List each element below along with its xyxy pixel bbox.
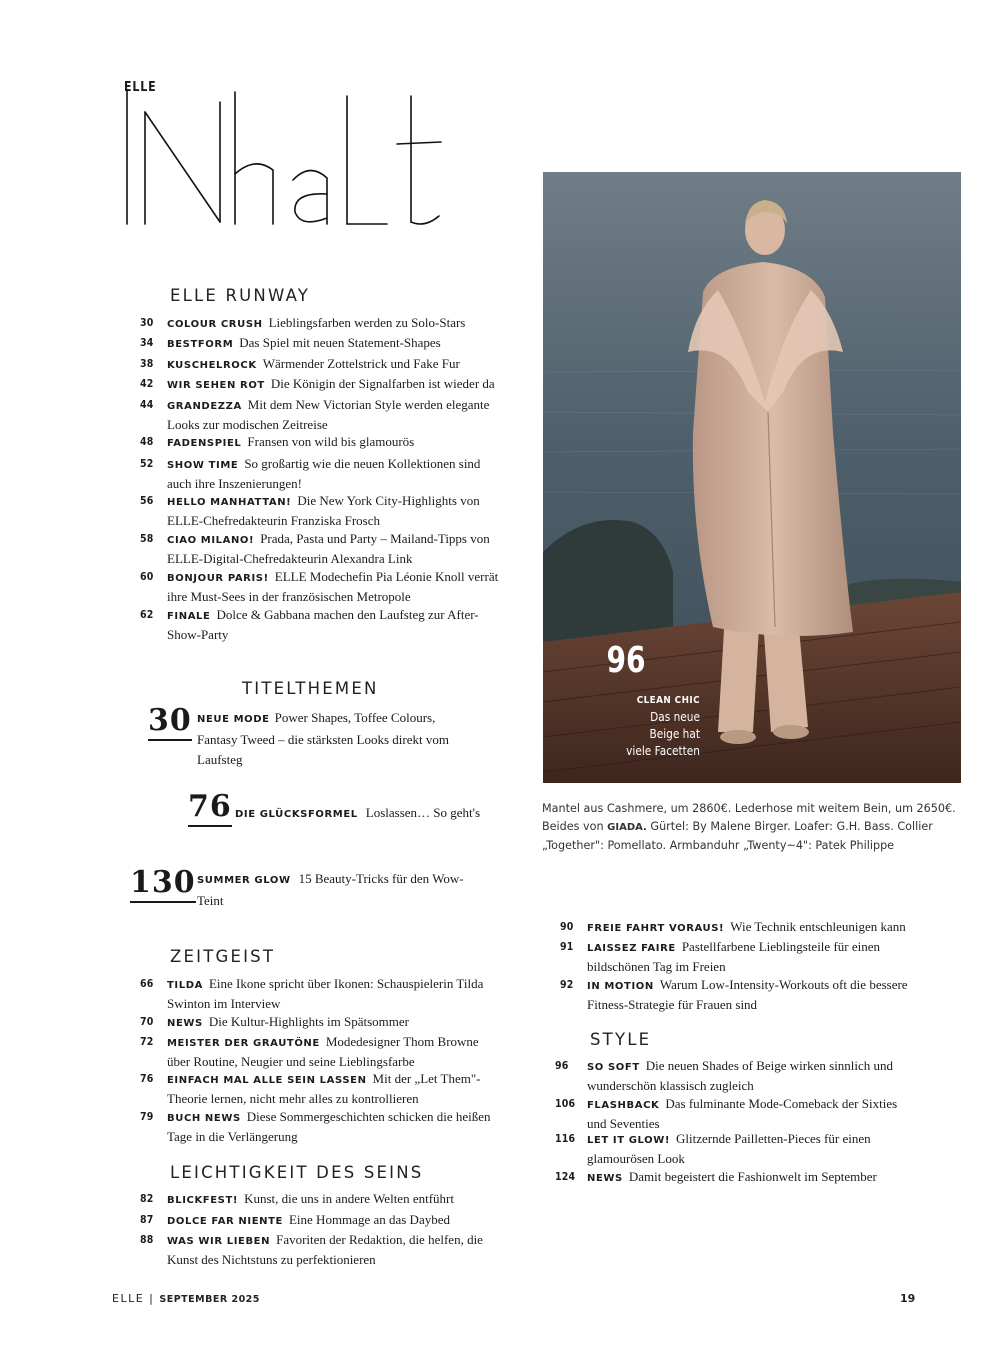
credit-text: Mantel aus Cashmere, um 2860€. Lederhose mit weitem Bein, um 2650€. Beides von <box>542 802 956 833</box>
toc-entry-text <box>167 396 502 434</box>
footer-brand: ELLE <box>112 1292 145 1305</box>
toc-keyword: IN MOTION <box>587 981 654 992</box>
title-description: Power Shapes, Toffee Colours, Fantasy Tweed – die stärksten Looks direkt vom Laufsteg <box>197 710 449 767</box>
toc-page-number: 62 <box>140 609 154 621</box>
title-entry-text <box>197 869 477 911</box>
toc-keyword: GRANDEZZA <box>167 401 242 412</box>
toc-description: Mit der „Let Them"-Theorie lernen, nicht mehr alles zu kontrollieren <box>167 1071 481 1106</box>
credit-text: Gürtel: By Malene Birger. Loafer: G.H. Bass. Collier „Together": Pomellato. Armbanduhr „Twenty~4": Patek Philippe <box>542 820 933 852</box>
toc-description: Damit begeistert die Fashionwelt im September <box>628 1169 877 1184</box>
toc-entry-text <box>167 433 502 453</box>
section-heading-zeitgeist: ZEITGEIST <box>170 947 276 966</box>
toc-page-number: 90 <box>560 921 574 933</box>
toc-entry-text <box>167 375 502 395</box>
toc-description: Das fulminante Mode-Comeback der Sixties und Seventies <box>587 1096 898 1131</box>
photo-caption <box>577 692 700 760</box>
toc-page-number: 79 <box>140 1111 154 1123</box>
page-number: 19 <box>900 1292 916 1305</box>
toc-entry-text <box>587 1130 917 1168</box>
toc-description: Fransen von wild bis glamourös <box>247 434 415 449</box>
brand-small: ELLE <box>124 80 157 95</box>
toc-keyword: EINFACH MAL ALLE SEIN LASSEN <box>167 1075 367 1086</box>
toc-keyword: WAS WIR LIEBEN <box>167 1236 271 1247</box>
toc-description: Prada, Pasta und Party – Mailand-Tipps von ELLE-Digital-Chefredakteurin Alexandra Link <box>167 531 490 566</box>
toc-entry-text <box>167 606 502 644</box>
toc-keyword: BESTFORM <box>167 339 234 350</box>
toc-page-number: 42 <box>140 378 154 390</box>
toc-keyword: FLASHBACK <box>587 1100 660 1111</box>
toc-description: Die Königin der Signalfarben ist wieder da <box>270 376 495 391</box>
toc-entry-text <box>167 334 502 354</box>
title-keyword: SUMMER GLOW <box>197 875 291 886</box>
photo-credit <box>542 800 962 855</box>
toc-page-number: 66 <box>140 978 154 990</box>
toc-entry-text <box>167 355 502 375</box>
toc-page-number: 56 <box>140 495 154 507</box>
photo-page-number: 96 <box>606 640 646 681</box>
photo-caption-line: Beige hat <box>649 727 700 741</box>
toc-page-number: 52 <box>140 458 154 470</box>
section-heading-runway: ELLE RUNWAY <box>170 286 311 305</box>
toc-description: Eine Ikone spricht über Ikonen: Schauspielerin Tilda Swinton im Interview <box>167 976 484 1011</box>
toc-page-number: 88 <box>140 1234 154 1246</box>
toc-page-number: 34 <box>140 337 154 349</box>
toc-entry-text <box>167 1070 502 1108</box>
toc-keyword: NEWS <box>167 1018 203 1029</box>
toc-description: Wie Technik entschleunigen kann <box>730 919 906 934</box>
toc-entry-text <box>587 1095 917 1133</box>
toc-entry-text <box>167 492 502 530</box>
toc-keyword: KUSCHELROCK <box>167 360 257 371</box>
toc-page-number: 106 <box>555 1098 576 1110</box>
toc-description: Wärmender Zottelstrick und Fake Fur <box>262 356 460 371</box>
toc-entry-text <box>167 1231 502 1269</box>
toc-keyword: FREIE FAHRT VORAUS! <box>587 923 725 934</box>
title-entry-text <box>235 803 525 825</box>
toc-keyword: NEWS <box>587 1173 623 1184</box>
toc-description: So großartig wie die neuen Kollektionen sind auch ihre Inszenierungen! <box>167 456 481 491</box>
toc-description: Pastellfarbene Lieblingsteile für einen bildschönen Tag im Freien <box>587 939 881 974</box>
toc-page-number: 76 <box>140 1073 154 1085</box>
toc-keyword: MEISTER DER GRAUTÖNE <box>167 1038 320 1049</box>
section-heading-leichtigkeit: LEICHTIGKEIT DES SEINS <box>170 1163 424 1182</box>
toc-page-number: 70 <box>140 1016 154 1028</box>
title-entry-text <box>197 708 457 770</box>
toc-keyword: HELLO MANHATTAN! <box>167 497 292 508</box>
toc-keyword: SO SOFT <box>587 1062 640 1073</box>
toc-page-number: 48 <box>140 436 154 448</box>
toc-keyword: COLOUR CRUSH <box>167 319 263 330</box>
big-page-number: 76 <box>188 790 232 827</box>
toc-page-number: 60 <box>140 571 154 583</box>
toc-description: Warum Low-Intensity-Workouts oft die bessere Fitness-Strategie für Frauen sind <box>587 977 908 1012</box>
toc-description: Dolce & Gabbana machen den Laufsteg zur After-Show-Party <box>167 607 479 642</box>
toc-entry-text <box>167 1190 502 1210</box>
toc-keyword: CIAO MILANO! <box>167 535 255 546</box>
toc-entry-text <box>587 1057 917 1095</box>
toc-entry-text <box>167 568 502 606</box>
toc-entry-text <box>167 1013 502 1033</box>
toc-description: Glitzernde Pailletten-Pieces für einen glamourösen Look <box>587 1131 871 1166</box>
toc-page-number: 58 <box>140 533 154 545</box>
toc-keyword: FADENSPIEL <box>167 438 242 449</box>
toc-page-number: 116 <box>555 1133 576 1145</box>
toc-description: ELLE Modechefin Pia Léonie Knoll verrät ihre Must-Sees in der französischen Metropole <box>167 569 499 604</box>
toc-keyword: LAISSEZ FAIRE <box>587 943 676 954</box>
footer-brand-line <box>112 1292 260 1305</box>
toc-entry-text <box>167 530 502 568</box>
toc-keyword: WIR SEHEN ROT <box>167 380 265 391</box>
toc-description: Lieblingsfarben werden zu Solo-Stars <box>268 315 466 330</box>
toc-description: Das Spiel mit neuen Statement-Shapes <box>239 335 441 350</box>
credit-brand: GIADA. <box>607 822 647 833</box>
toc-keyword: BLICKFEST! <box>167 1195 239 1206</box>
toc-entry-text <box>587 1168 917 1188</box>
photo-caption-keyword: CLEAN CHIC <box>636 695 700 706</box>
title-keyword: DIE GLÜCKSFORMEL <box>235 809 358 820</box>
toc-description: Mit dem New Victorian Style werden elegante Looks zur modischen Zeitreise <box>167 397 490 432</box>
toc-page-number: 87 <box>140 1214 154 1226</box>
toc-entry-text <box>167 975 502 1013</box>
toc-entry-text <box>167 1211 502 1231</box>
section-heading-titelthemen: TITELTHEMEN <box>242 679 379 698</box>
toc-description: Die neuen Shades of Beige wirken sinnlich und wunderschön klassisch zugleich <box>587 1058 894 1093</box>
toc-description: Modedesigner Thom Browne über Routine, Neugier und seine Lieblingsfarbe <box>167 1034 479 1069</box>
toc-page-number: 124 <box>555 1171 576 1183</box>
toc-entry-text <box>167 314 502 334</box>
big-page-number: 30 <box>148 704 192 741</box>
toc-keyword: LET IT GLOW! <box>587 1135 671 1146</box>
toc-keyword: FINALE <box>167 611 211 622</box>
toc-page-number: 38 <box>140 358 154 370</box>
toc-page-number: 30 <box>140 317 154 329</box>
masthead-title <box>115 82 455 232</box>
big-page-number: 130 <box>130 866 196 903</box>
toc-description: Eine Hommage an das Daybed <box>288 1212 450 1227</box>
toc-page-number: 92 <box>560 979 574 991</box>
toc-description: Die New York City-Highlights von ELLE-Chefredakteurin Franziska Frosch <box>167 493 480 528</box>
toc-entry-text <box>167 1108 502 1146</box>
toc-description: Diese Sommergeschichten schicken die heißen Tage in die Verlängerung <box>167 1109 491 1144</box>
toc-entry-text <box>167 455 502 493</box>
toc-keyword: SHOW TIME <box>167 460 239 471</box>
title-description: Loslassen… So geht's <box>365 805 481 820</box>
footer-issue: SEPTEMBER 2025 <box>159 1294 260 1305</box>
section-heading-style: STYLE <box>590 1030 652 1049</box>
toc-page-number: 96 <box>555 1060 569 1072</box>
photo-caption-line: viele Facetten <box>626 744 700 758</box>
toc-entry-text <box>587 918 917 938</box>
toc-keyword: TILDA <box>167 980 203 991</box>
toc-entry-text <box>167 1033 502 1071</box>
toc-keyword: DOLCE FAR NIENTE <box>167 1216 283 1227</box>
footer-separator: | <box>149 1292 155 1305</box>
toc-page-number: 44 <box>140 399 154 411</box>
toc-entry-text <box>587 976 917 1014</box>
toc-description: Favoriten der Redaktion, die helfen, die Kunst des Nichtstuns zu perfektionieren <box>167 1232 483 1267</box>
toc-description: Die Kultur-Highlights im Spätsommer <box>208 1014 409 1029</box>
photo-caption-line: Das neue <box>650 710 700 724</box>
toc-entry-text <box>587 938 917 976</box>
toc-page-number: 72 <box>140 1036 154 1048</box>
toc-description: Kunst, die uns in andere Welten entführt <box>244 1191 454 1206</box>
toc-keyword: BUCH NEWS <box>167 1113 241 1124</box>
toc-page-number: 82 <box>140 1193 154 1205</box>
toc-keyword: BONJOUR PARIS! <box>167 573 269 584</box>
title-description: 15 Beauty-Tricks für den Wow-Teint <box>197 871 464 908</box>
title-keyword: NEUE MODE <box>197 714 270 725</box>
toc-page-number: 91 <box>560 941 574 953</box>
